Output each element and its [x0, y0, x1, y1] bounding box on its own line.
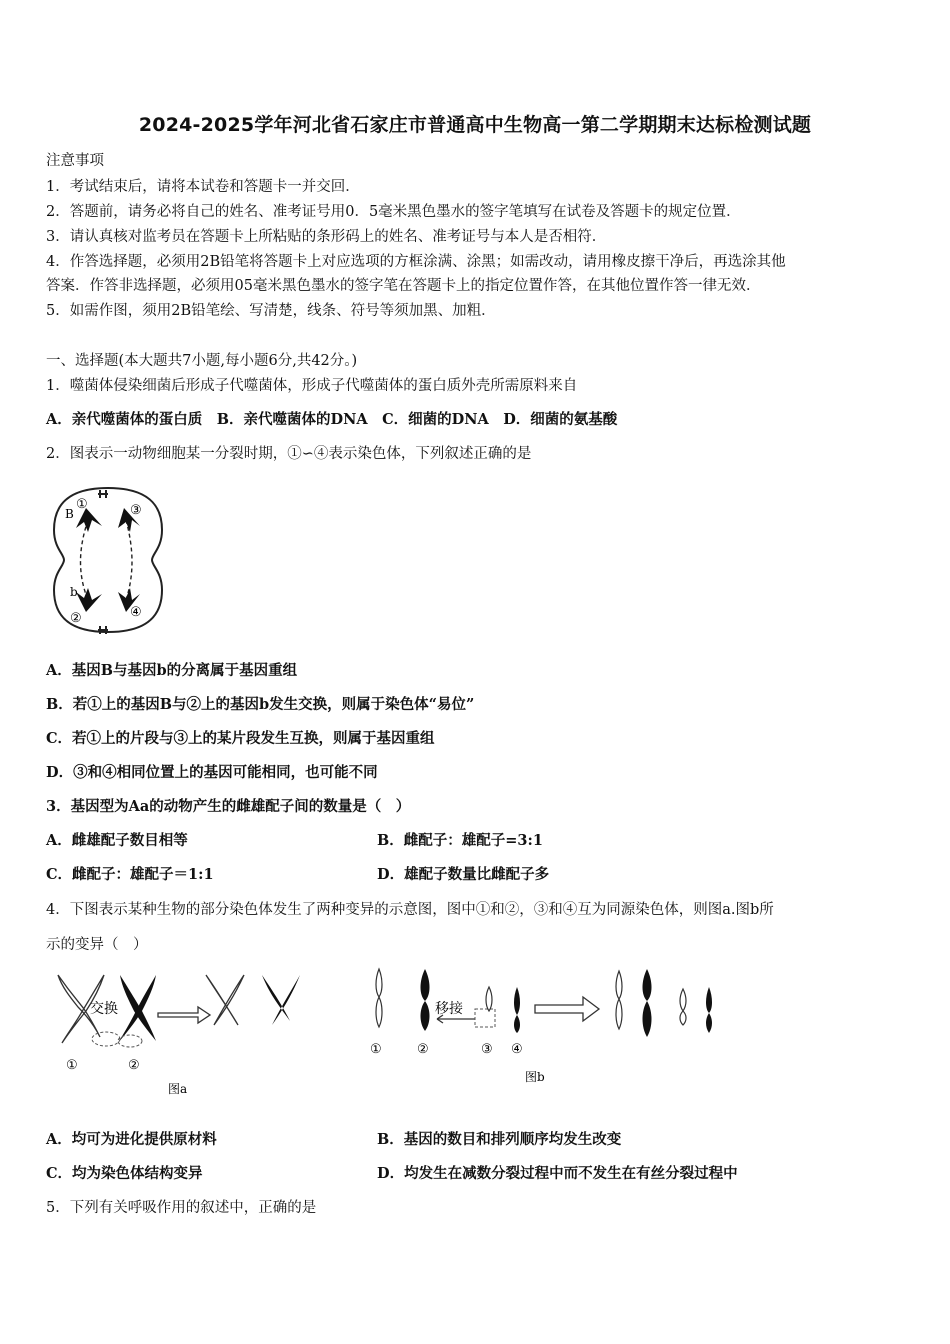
figure-label-1: ① [76, 497, 88, 512]
notice-item: 5．如需作图，须用2B铅笔绘、写清楚，线条、符号等须加黑、加粗． [46, 303, 496, 319]
page-title: 2024-2025学年河北省石家庄市普通高中生物高一第二学期期末达标检测试题 [138, 114, 812, 136]
question-3-option-d: D．雄配子数量比雌配子多 [377, 866, 550, 883]
question-4-option-d: D．均发生在减数分裂过程中而不发生在有丝分裂过程中 [377, 1165, 738, 1182]
figure-b-caption: 图b [525, 1070, 545, 1084]
figure-a [48, 965, 318, 1100]
figure-b-move-label: 移接 [435, 1001, 463, 1017]
question-2-option-d: D．③和④相同位置上的基因可能相同，也可能不同 [46, 764, 378, 781]
question-1-stem: 1．噬菌体侵染细菌后形成子代噬菌体，形成子代噬菌体的蛋白质外壳所需原料来自 [46, 378, 578, 394]
question-3-stem: 3．基因型为Aa的动物产生的雌雄配子间的数量是（ ） [46, 798, 411, 815]
question-1-options: A．亲代噬菌体的蛋白质 B．亲代噬菌体的DNA C．细菌的DNA D．细菌的氨基酸 [46, 411, 618, 428]
figure-b [365, 965, 725, 1090]
notice-item: 答案．作答非选择题，必须用05毫米黑色墨水的签字笔在答题卡上的指定位置作答，在其他位置作答一律无效． [46, 278, 761, 294]
figure-a-exchange-label: 交换 [90, 1001, 118, 1017]
figure-label-b: b [70, 585, 78, 599]
notice-item: 1．考试结束后，请将本试卷和答题卡一并交回． [46, 179, 360, 195]
question-4-stem-cont: 示的变异（ ） [46, 937, 148, 953]
question-2-option-b: B．若①上的基因B与②上的基因b发生交换，则属于染色体“易位” [46, 696, 475, 713]
question-4-option-a: A．均可为进化提供原材料 [46, 1131, 217, 1148]
question-2-stem: 2．图表示一动物细胞某一分裂时期，①∽④表示染色体，下列叙述正确的是 [46, 446, 532, 462]
notice-item: 3．请认真核对监考员在答题卡上所粘贴的条形码上的姓名、准考证号与本人是否相符． [46, 229, 607, 245]
question-2-option-a: A．基因B与基因b的分离属于基因重组 [46, 662, 298, 679]
figure-b-label-4: ④ [511, 1042, 523, 1057]
question-4-option-c: C．均为染色体结构变异 [46, 1165, 203, 1182]
figure-label-4: ④ [130, 605, 142, 620]
question-3-option-a: A．雌雄配子数目相等 [46, 832, 188, 849]
question-4-option-b: B．基因的数目和排列顺序均发生改变 [377, 1131, 622, 1148]
figure-b-label-1: ① [370, 1042, 382, 1057]
notice-item: 4．作答选择题，必须用2B铅笔将答题卡上对应选项的方框涂满、涂黑；如需改动，请用橡皮擦干净后，再选涂其他 [46, 254, 786, 270]
figure-b-label-2: ② [417, 1042, 429, 1057]
figure-b-label-3: ③ [481, 1042, 493, 1057]
section-heading: 一、选择题(本大题共7小题,每小题6分,共42分。) [46, 353, 358, 369]
notice-item: 2．答题前，请务必将自己的姓名、准考证号用0．5毫米黑色墨水的签字笔填写在试卷及答题卡的规定位置． [46, 204, 741, 220]
question-3-option-c: C．雌配子：雄配子＝1:1 [46, 866, 214, 883]
figure-label-B: B [65, 507, 74, 521]
question-3-option-b: B．雌配子：雄配子=3:1 [377, 832, 543, 849]
figure-a-label-1: ① [66, 1058, 78, 1073]
question-2-option-c: C．若①上的片段与③上的某片段发生互换，则属于基因重组 [46, 730, 435, 747]
figure-a-caption: 图a [168, 1082, 188, 1096]
figure-label-3: ③ [130, 503, 142, 518]
question-5-stem: 5．下列有关呼吸作用的叙述中，正确的是 [46, 1200, 317, 1216]
question-4-stem: 4．下图表示某种生物的部分染色体发生了两种变异的示意图，图中①和②，③和④互为同源染色体，则图a.图b所 [46, 902, 774, 918]
notice-heading: 注意事项 [46, 153, 104, 169]
figure-a-label-2: ② [128, 1058, 140, 1073]
figure-label-2: ② [70, 611, 82, 626]
cell-division-figure [48, 480, 168, 640]
